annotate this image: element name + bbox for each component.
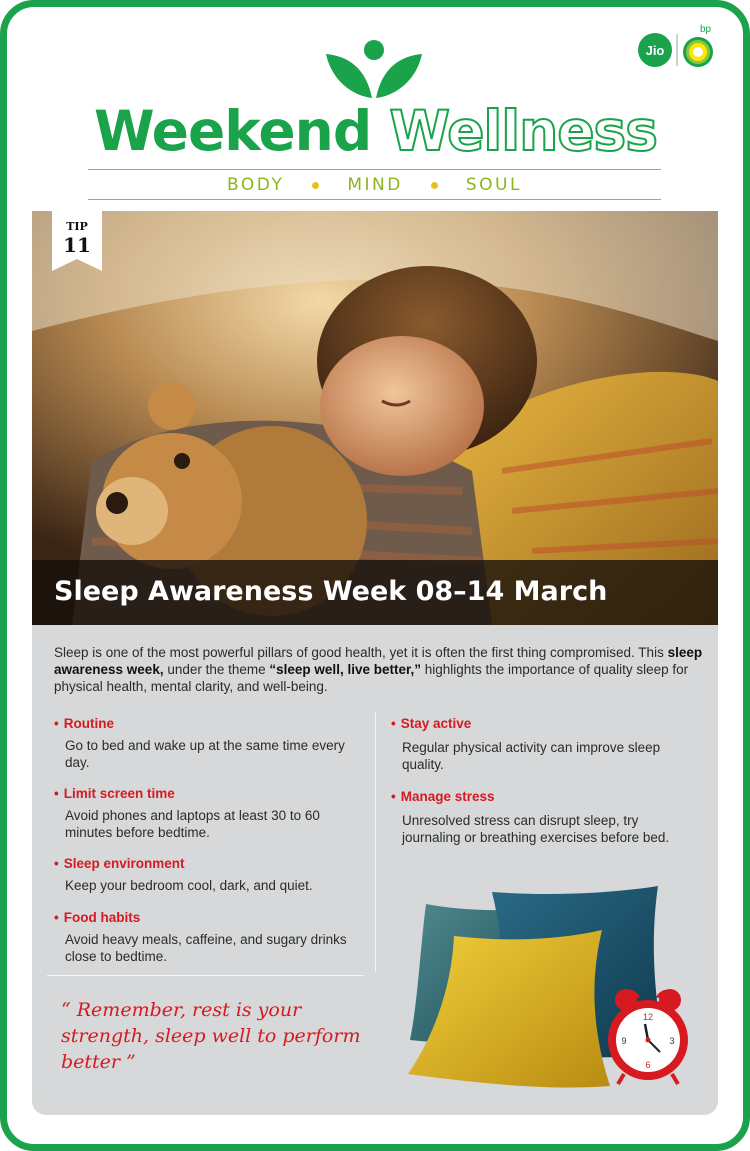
tagline-body: BODY bbox=[227, 175, 285, 195]
tagline-bottom-rule bbox=[88, 199, 661, 200]
tagline-top-rule bbox=[88, 169, 661, 170]
tip-manage-stress bbox=[391, 788, 691, 846]
tip-title: • Routine bbox=[54, 715, 364, 732]
tagline-dot bbox=[312, 182, 319, 189]
intro-bold-2: “sleep well, live better,” bbox=[269, 662, 421, 677]
tip-body: Unresolved stress can disrupt sleep, try journaling or breathing exercises before bed. bbox=[402, 813, 670, 845]
closing-quote: “ Remember, rest is your strength, sleep well to perform better ” bbox=[61, 999, 361, 1073]
tip-limit-screen-time bbox=[54, 785, 364, 841]
tip-title: • Manage stress bbox=[391, 788, 691, 805]
clock-number-9: 9 bbox=[621, 1036, 627, 1046]
quote-divider bbox=[47, 975, 364, 976]
tip-sleep-environment bbox=[54, 855, 364, 894]
intro-text-3: highlights the importance of quality sleep for physical health, mental clarity, and well-being. bbox=[54, 662, 689, 694]
tip-title: • Sleep environment bbox=[54, 855, 364, 872]
page-title bbox=[88, 96, 663, 166]
tip-food-habits bbox=[54, 909, 364, 965]
tagline-soul: SOUL bbox=[465, 175, 522, 195]
title-word-weekend: Weekend bbox=[93, 99, 372, 163]
tip-routine bbox=[54, 715, 364, 771]
tip-body: Go to bed and wake up at the same time every day. bbox=[65, 738, 345, 770]
alarm-clock-icon bbox=[608, 989, 688, 1084]
tip-title: • Stay active bbox=[391, 715, 701, 732]
tagline-mind: MIND bbox=[347, 175, 403, 195]
tip-body: Avoid phones and laptops at least 30 to 60 minutes before bedtime. bbox=[65, 808, 320, 840]
tagline-dot bbox=[431, 182, 438, 189]
tip-title: • Food habits bbox=[54, 909, 364, 926]
bp-logo-text: bp bbox=[700, 24, 712, 35]
tip-body: Keep your bedroom cool, dark, and quiet. bbox=[65, 878, 313, 893]
hero-title: Sleep Awareness Week 08–14 March bbox=[54, 576, 608, 607]
tip-number: 11 bbox=[63, 233, 91, 257]
intro-paragraph bbox=[54, 644, 706, 695]
wellness-logo-icon bbox=[324, 38, 424, 100]
tip-stay-active bbox=[391, 715, 701, 773]
jio-bp-logo-icon bbox=[636, 22, 720, 72]
tip-title: • Limit screen time bbox=[54, 785, 364, 802]
intro-bold-1: sleep awareness week, bbox=[54, 645, 703, 677]
intro-text-1: Sleep is one of the most powerful pillars of good health, yet it is often the first thing compromised. This bbox=[54, 645, 668, 660]
pillows-clock-illustration bbox=[388, 880, 706, 1095]
tagline bbox=[88, 172, 661, 198]
title-word-wellness: Wellness bbox=[389, 99, 658, 163]
tip-body: Regular physical activity can improve sleep quality. bbox=[402, 740, 661, 772]
clock-number-6: 6 bbox=[645, 1060, 651, 1070]
tip-body: Avoid heavy meals, caffeine, and sugary drinks close to bedtime. bbox=[65, 932, 347, 964]
intro-text-2: under the theme bbox=[163, 662, 270, 677]
clock-number-12: 12 bbox=[642, 1012, 654, 1022]
clock-number-3: 3 bbox=[669, 1036, 675, 1046]
column-divider bbox=[375, 712, 376, 972]
jio-logo-text: Jio bbox=[645, 43, 665, 58]
tip-label: TIP bbox=[66, 220, 88, 233]
